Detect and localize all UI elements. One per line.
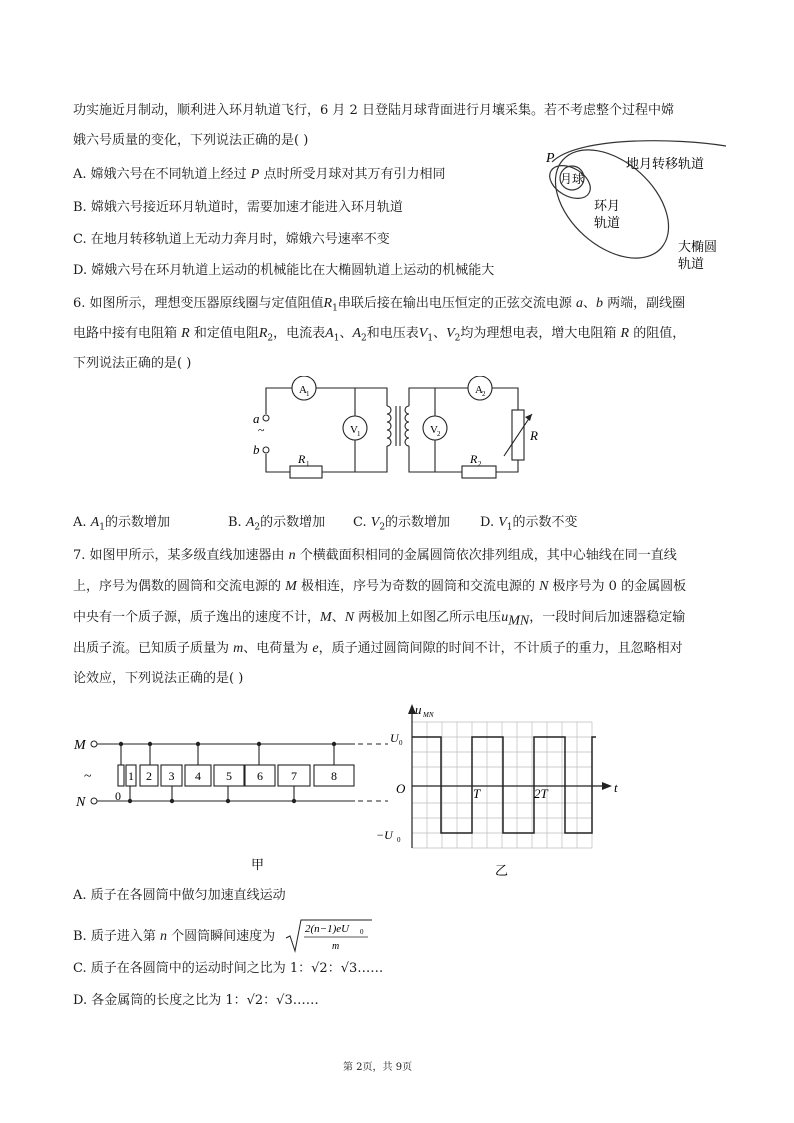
q5-option-b: B. 嫦娥六号接近环月轨道时，需要加速才能进入环月轨道 bbox=[73, 200, 403, 215]
a1-label: A bbox=[299, 384, 307, 396]
accelerator-diagram-jia bbox=[70, 720, 390, 880]
origin-label: O bbox=[396, 781, 406, 796]
point-p-label: P bbox=[546, 151, 555, 166]
q7-stem-line1: 7. 如图甲所示，某多级直线加速器由 n 个横截面积相同的金属圆筒依次排列组成，其中心轴线在同一直线 bbox=[73, 548, 677, 563]
a2-label: A bbox=[475, 384, 483, 396]
tube-label: 1 bbox=[128, 769, 134, 783]
v1-label: V bbox=[350, 424, 358, 436]
svg-text:1: 1 bbox=[306, 390, 310, 398]
r-label: R bbox=[530, 428, 538, 443]
q7-stem-line5: 论效应，下列说法正确的是( ) bbox=[73, 671, 244, 686]
tube-label: 5 bbox=[226, 769, 232, 783]
q7-option-b-formula bbox=[284, 918, 374, 954]
two-t-label: 2T bbox=[534, 786, 548, 801]
svg-text:m: m bbox=[332, 941, 340, 952]
q7-option-b: B. 质子进入第 n 个圆筒瞬间速度为 bbox=[73, 929, 276, 944]
q5-option-c: C. 在地月转移轨道上无动力奔月时，嫦娥六号速率不变 bbox=[73, 232, 390, 247]
svg-text:2: 2 bbox=[437, 430, 441, 438]
svg-text:0: 0 bbox=[397, 836, 401, 844]
terminal-b-label: b bbox=[253, 442, 260, 457]
plate-0-label: 0 bbox=[115, 789, 121, 803]
q7-stem-line4: 出质子流。已知质子质量为 m、电荷量为 e，质子通过圆筒间隙的时间不计，不计质子的重力，且忽略相对 bbox=[73, 641, 683, 656]
q5-option-a: A. 嫦娥六号在不同轨道上经过 P 点时所受月球对其万有引力相同 bbox=[73, 167, 446, 182]
v2-label: V bbox=[430, 424, 438, 436]
tube-label: 6 bbox=[257, 769, 263, 783]
q6-option-c: C. $V_2$的示数增加 bbox=[353, 515, 451, 533]
t-period-label: T bbox=[473, 786, 481, 801]
q5-option-d: D. 嫦娥六号在环月轨道上运动的机械能比在大椭圆轨道上运动的机械能大 bbox=[73, 263, 495, 278]
q7-stem-line2: 上，序号为偶数的圆筒和交流电源的 M 极相连，序号为奇数的圆筒和交流电源的 N 极序号为 0 的金属圆板 bbox=[73, 579, 687, 594]
q7-stem-line3: 中央有一个质子源，质子逸出的速度不计，M、N 两极加上如图乙所示电压$u_{MN}$，一段时间后加速器稳定输 bbox=[73, 610, 686, 629]
m-terminal-label: M bbox=[74, 738, 86, 753]
ac-source-tilde: ~ bbox=[84, 769, 92, 784]
figure-jia-caption: 甲 bbox=[251, 858, 265, 873]
q5-intro-line2: 娥六号质量的变化，下列说法正确的是( ) bbox=[73, 133, 309, 148]
ellipse-orbit-label-2: 轨道 bbox=[678, 257, 705, 272]
source-tilde: ~ bbox=[258, 423, 265, 437]
voltage-waveform-yi bbox=[370, 700, 630, 880]
q6-stem-line2: 电路中接有电阻箱 R 和定值电阻$R_2$，电流表$A_1$、$A_2$和电压表$V_1$、$V_2$均为理想电表，增大电阻箱 R 的阻值， bbox=[73, 326, 686, 344]
q5-intro-line1: 功实施近月制动，顺利进入环月轨道飞行，6 月 2 日登陆月球背面进行月壤采集。若不考虑整个过程中嫦 bbox=[73, 103, 674, 118]
q6-option-d: D. $V_1$的示数不变 bbox=[480, 515, 578, 533]
tube-label: 3 bbox=[168, 769, 175, 783]
svg-text:MN: MN bbox=[423, 711, 434, 719]
q6-stem-line1: 6. 如图所示，理想变压器原线圈与定值阻值$R_1$串联后接在输出电压恒定的正弦交流电源 a、b 两端，副线圈 bbox=[73, 296, 686, 314]
moon-label: 月球 bbox=[560, 172, 585, 186]
q7-option-a: A. 质子在各圆筒中做匀加速直线运动 bbox=[73, 888, 286, 903]
orbit-diagram bbox=[538, 140, 738, 275]
q6-option-a: A. $A_1$的示数增加 bbox=[73, 515, 170, 533]
transfer-orbit-label: 地月转移轨道 bbox=[626, 157, 705, 172]
r1-label: R bbox=[298, 452, 306, 466]
ring-orbit-label-1: 环月 bbox=[594, 199, 621, 214]
q7-option-d: D. 各金属筒的长度之比为 1：√2：√3…… bbox=[73, 993, 319, 1008]
svg-text:0: 0 bbox=[399, 739, 403, 747]
terminal-a-label: a bbox=[253, 411, 260, 426]
svg-text:0: 0 bbox=[360, 928, 364, 936]
u0-label: U bbox=[390, 731, 399, 745]
q6-option-b: B. $A_2$的示数增加 bbox=[228, 515, 326, 533]
ellipse-orbit-label-1: 大椭圆 bbox=[678, 240, 718, 255]
transformer-circuit bbox=[250, 376, 550, 486]
q7-option-c: C. 质子在各圆筒中的运动时间之比为 1：√2：√3…… bbox=[73, 961, 384, 976]
figure-yi-caption: 乙 bbox=[495, 864, 509, 879]
n-terminal-label: N bbox=[76, 795, 86, 810]
r2-label: R bbox=[470, 452, 478, 466]
svg-text:1: 1 bbox=[357, 430, 361, 438]
q6-stem-line3: 下列说法正确的是( ) bbox=[73, 356, 192, 371]
umn-axis-label: u bbox=[415, 702, 422, 717]
square-wave bbox=[412, 737, 596, 833]
t-axis-label: t bbox=[614, 780, 618, 795]
svg-text:2: 2 bbox=[478, 460, 482, 468]
tube-label: 2 bbox=[146, 769, 152, 783]
tube-label: 8 bbox=[331, 769, 337, 783]
tube-label: 4 bbox=[195, 769, 201, 783]
ring-orbit-label-2: 轨道 bbox=[594, 216, 621, 231]
svg-text:1: 1 bbox=[306, 460, 310, 468]
tube-label: 7 bbox=[291, 769, 297, 783]
neg-u0-label: −U bbox=[376, 828, 393, 842]
svg-text:2: 2 bbox=[482, 390, 486, 398]
page-footer: 第 2页，共 9页 bbox=[343, 1062, 413, 1073]
svg-text:2(n−1)eU: 2(n−1)eU bbox=[305, 923, 350, 935]
